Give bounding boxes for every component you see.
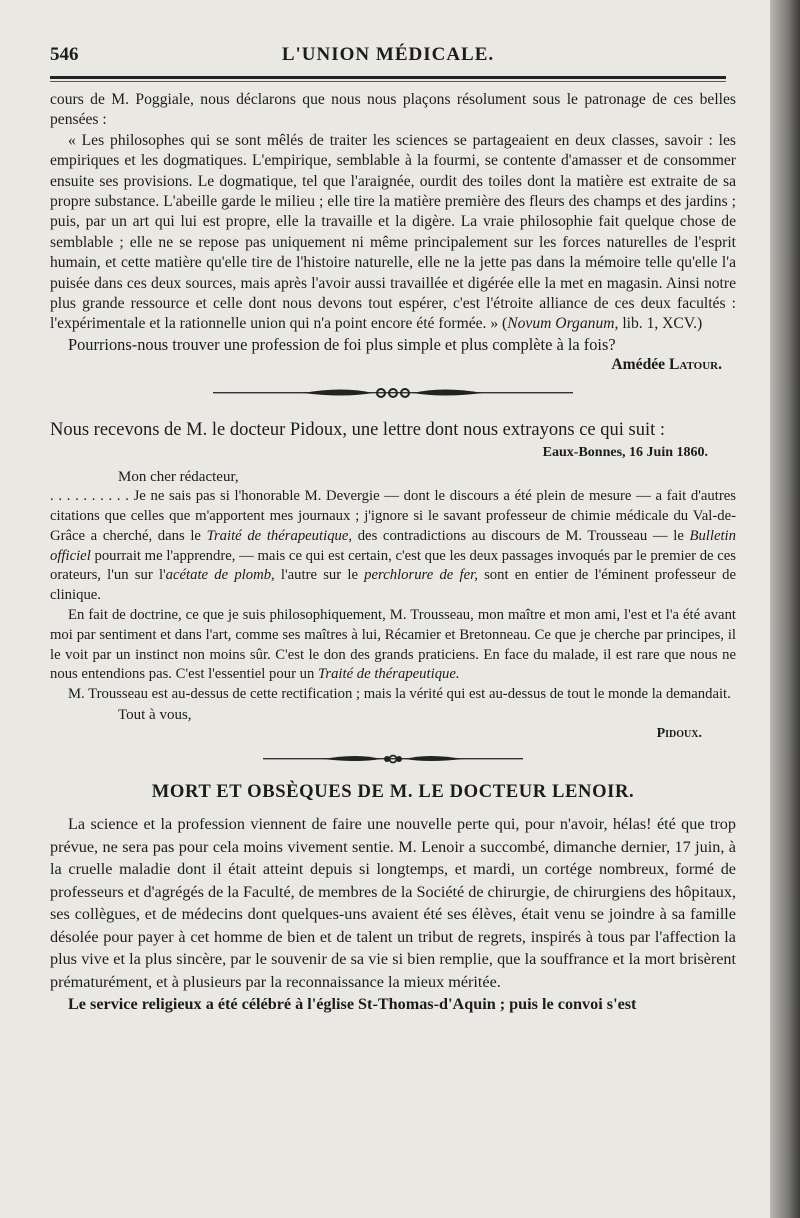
letter-paragraph: En fait de doctrine, ce que je suis philosophiquement, M. Trousseau, mon maître et mon ami, l'est et l'a été avant moi par sentiment et dans l'art, comme ses maîtres à lui, Récamier et Bretonneau. Ce que je cherche par principes, il le voit par un instinct non moins sûr. C'est le don des grands praticiens. En face du malade, il est rare que nous ne nous entendions pas. C'est l'essentiel pour un Traité de thérapeutique. bbox=[50, 607, 736, 683]
section-ornament bbox=[50, 749, 736, 775]
article1-paragraph: cours de M. Poggiale, nous déclarons que nous nous plaçons résolument sous le patronage de ces belles pensées : bbox=[50, 91, 736, 129]
signature-pidoux: Pidoux. bbox=[656, 726, 702, 742]
letter-intro: Nous recevons de M. le docteur Pidoux, une lettre dont nous extrayons ce qui suit : bbox=[50, 420, 665, 441]
journal-title: L'UNION MÉDICALE. bbox=[281, 44, 495, 65]
page-number: 546 bbox=[50, 44, 79, 65]
header-rule bbox=[50, 76, 726, 79]
signature-latour: Amédée Latour. bbox=[611, 356, 722, 374]
article1-conclusion: Pourrions-nous trouver une profession de foi plus simple et plus complète à la fois? bbox=[68, 334, 616, 354]
section-ornament bbox=[50, 383, 736, 409]
page-body bbox=[50, 90, 736, 1016]
header-rule-thin bbox=[50, 81, 726, 82]
page-header bbox=[50, 44, 726, 68]
letter-place-date: Eaux-Bonnes, 16 Juin 1860. bbox=[542, 445, 708, 461]
page-edge-shadow bbox=[770, 0, 800, 1218]
article2-paragraph: Le service religieux a été célébré à l'église St-Thomas-d'Aquin ; puis le convoi s'est bbox=[68, 995, 637, 1014]
article2-paragraph: La science et la profession viennent de faire une nouvelle perte qui, pour n'avoir, hélas! été que trop prévue, ne sera pas pour cela moins vivement sentie. M. Lenoir a succombé, dimanche dernier, 17 juin, à la cruelle maladie dont il était atteint depuis si longtemps, et mardi, un cortége nombreux, formé de professeurs et d'agrégés de la Faculté, de membres de la Société de chirurgie, de chirurgiens des hôpitaux, ses collègues, et de médecins dont quelques-uns avaient été ses élèves, était venu se joindre à sa famille désolée pour payer à cet homme de bien et de talent un tribut de regrets, inspirés à tous par l'affection la plus vive et la plus sincère, par le souvenir de sa vie si bien remplie, que la souffrance et la mort brisèrent prématurément, et à plusieurs par la reconnaissance la mieux méritée. bbox=[50, 815, 737, 991]
article-title: MORT ET OBSÈQUES DE M. LE DOCTEUR LENOIR. bbox=[151, 781, 635, 803]
letter-paragraph: . . . . . . . . . . Je ne sais pas si l'honorable M. Devergie — dont le discours a été plein de mesure — a fait d'autres citations que celles que m'apportent mes journaux ; j'ignore si le savant professeur de chimie médicale du Val-de-Grâce a cherché, dans le Traité de thérapeutique, des contradictions au discours de M. Trousseau — le Bulletin officiel pourrait me l'apprendre, — mais ce qui est certain, c'est que les deux passages invoqués par le premier de ces orateurs, l'un sur l'acétate de plomb, l'autre sur le perchlorure de fer, sont en entier de l'éminent professeur de clinique. bbox=[50, 488, 736, 604]
letter-paragraph: M. Trousseau est au-dessus de cette rectification ; mais la vérité qui est au-dessus de tout le monde la demandait. bbox=[68, 686, 731, 703]
letter-salutation: Mon cher rédacteur, bbox=[118, 469, 239, 486]
bacon-quote: « Les philosophes qui se sont mêlés de traiter les sciences se partageaient en deux classes, savoir : les empiriques et les dogmatiques. L'empirique, semblable à la fourmi, se contente d'amasser et de consommer ensuite ses provisions. Le dogmatique, tel que l'araignée, ourdit des toiles dont la matière est extraite de sa propre substance. L'abeille garde le milieu ; elle tire la matière première des fleurs des champs et des jardins ; puis, par un art qui lui est propre, elle la travaille et la digère. La vraie philosophie fait quelque chose de semblable ; elle ne se repose pas uniquement ni même principalement sur les forces naturelles de l'esprit humain, et cette matière qu'elle tire de l'histoire naturelle, elle ne la jette pas dans la mémoire telle qu'elle l'a puisée dans ces deux sources, mais après l'avoir aussi travaillée et digérée elle la met en magasin. Ainsi notre plus grande ressource et celle dont nous devons tout espérer, c'est l'étroite alliance de ces deux facultés : l'expérimentale et la rationnelle union qui n'a point encore été formée. » (Novum Organum, lib. 1, XCV.) bbox=[50, 131, 736, 333]
citation-work: Novum Organum, bbox=[507, 315, 619, 333]
letter-closing: Tout à vous, bbox=[118, 707, 192, 724]
